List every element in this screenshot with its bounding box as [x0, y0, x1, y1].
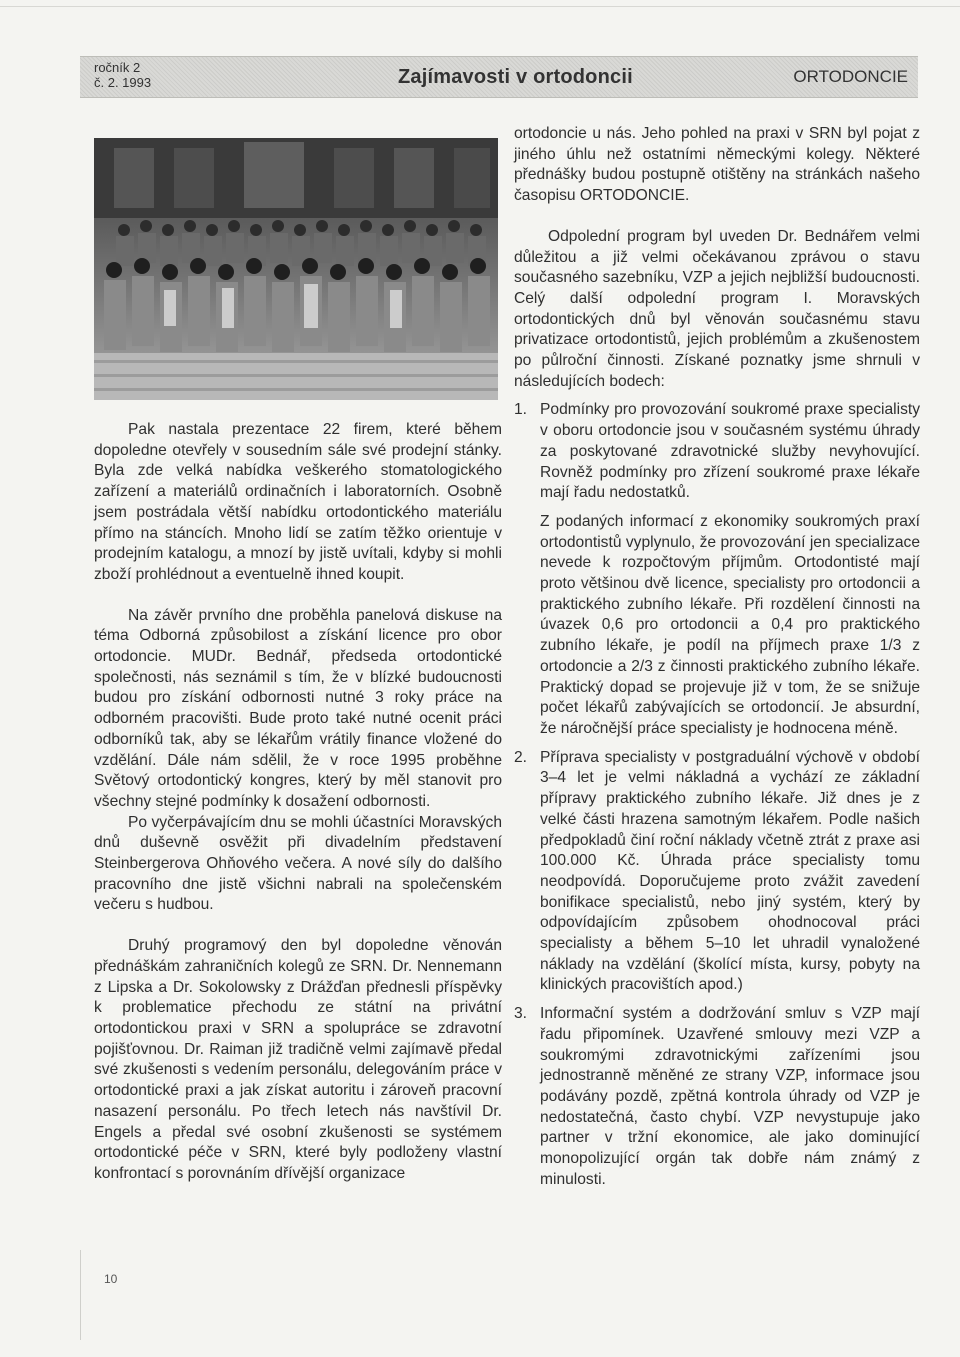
top-rule: [0, 6, 960, 7]
right-paragraph-2: Odpolední program byl uveden Dr. Bednářem velmi důležitou a již velmi očekávanou zprávou o stavu současného sazebníku, VZP a jejich nejbližší budoucnosti. Celý další odpolední program I. Moravských ortodontických dnů byl věnován současnému stavu privatizace ortodontistů, jejich problémům a zkušenostem po půlroční činnosti. Získané poznatky jsme shrnuli v následujících bodech:: [514, 227, 920, 390]
list-item: [514, 748, 920, 996]
left-paragraph-4: Druhý programový den byl dopoledne věnován přednáškám zahraničních kolegů ze SRN. Dr. Nennemann z Lipska a Dr. Sokolowsky z Drážďan přednesli příspěvky k problematice přechodu ze státní na privátní ortodontickou praxi v SRN a spolupráce se zdravotní pojišťovnou. Dr. Raiman již tradičně velmi zajímavě předal své zkušenosti s vedením personálu, delegováním práce v ortodontické praxi a jak získat autoritu i zároveň pracovní nasazení personálu. Po třech letech nás navštívil Dr. Engels a předal své osobní zkušenosti se systémem ortodontické péče v SRN, které byly podloženy vlastní konfrontací s porovnáním dřívější organizace: [94, 937, 502, 1182]
list-item-number: 3.: [514, 1005, 528, 1023]
issue-volume: ročník 2: [94, 60, 141, 75]
left-column: [94, 420, 502, 1185]
list-item-text: Z podaných informací z ekonomiky soukromých praxí ortodontistů vyplynulo, že provozování jen specializace nevede k rozpočtovým příjmům. Ortodontisté mají proto většinou dvě licence, specialisty pro ortodoncii a praktického zubního lékaře. Při rozdělení činnosti na úvazek 0,6 pro ortodoncii a 0,4 pro praktického zubního lékaře, je podíl na příjmech praxe 1/3 z ortodoncie a 2/3 z činnosti praktického zubního lékaře. Praktický dopad se projevuje již v tom, že se snižuje počet lékařů zabývajících se ortodoncií. Je absurdní, že náročnější práce specialisty je hodnocena méně.: [540, 512, 920, 737]
list-item-number: 1.: [514, 401, 528, 419]
page-number: 10: [104, 1272, 118, 1286]
group-photo: [94, 138, 498, 400]
section-title: Zajímavosti v ortodoncii: [398, 66, 633, 88]
issue-info: [94, 60, 151, 90]
list-item-number: 2.: [514, 748, 528, 766]
group-photo-icon: [94, 138, 498, 400]
page-header: [80, 56, 918, 98]
right-column: [514, 124, 920, 1190]
left-paragraph-3: Po vyčerpávajícím dnu se mohli účastníci Moravských dnů duševně osvěžit při divadelním představení Steinbergerova Ohňového večera. A nové síly do dalšího pracovního dne jistě všichni nabrali na společenském večeru s hudbou.: [94, 813, 502, 914]
list-item-text: Podmínky pro provozování soukromé praxe specialisty v oboru ortodoncie jsou v současném systému úhrady za poskytované zdravotnické služby nevyhovující. Rovněž podmínky pro zřízení soukromé praxe lékaře mají řadu nedostatků.: [540, 401, 920, 502]
margin-rule: [80, 1250, 81, 1340]
left-paragraph-1: Pak nastala prezentace 22 firem, které během dopoledne otevřely v sousedním sále své prodejní stánky. Byla zde velká nabídka veškerého stomatologického zařízení a materiálů ordinačních i laboratorních. Osobně jsem postrádala větší nabídku ortodontického materiálu přímo na stáncích. Mnoho lidí se zatím těžko orientuje v prodejním katalogu, a mnozí by jistě uvítali, kdyby si mohli zboží prohlédnout a eventuelně ihned koupit.: [94, 421, 502, 583]
right-paragraph-1: ortodoncie u nás. Jeho pohled na praxi v SRN byl pojat z jiného úhlu než ostatními německými kolegy. Některé přednášky budou postupně otištěny na stránkách našeho časopisu ORTODONCIE.: [514, 125, 920, 205]
list-item-text: Příprava specialisty v postgraduální výchově v období 3–4 let je velmi nákladná a vychází ze základní přípravy praktického zubního lékaře. Již dnes je z velké části hrazena samotným lékařem. Podle našich předpokladů činí roční náklady včetně ztrát z praxe asi 100.000 Kč. Úhrada práce specialisty tomu neodpovídá. Doporučujeme proto zvážit zavedení bonifikace specialistů, nebo jiný systém, který by odpovídajícím způsobem ohodnocoval práci specialisty a během 5–10 let uhradil vynaložené náklady na vzdělání (školící místa, kursy, pobyty na klinických pracovištích apod.): [540, 748, 920, 994]
issue-number: č. 2. 1993: [94, 75, 152, 90]
left-paragraph-2: Na závěr prvního dne proběhla panelová diskuse na téma Odborná způsobilost a získání licence pro obor ortodoncie. MUDr. Bednář, předseda ortodontické společnosti, nás seznámil s tím, že v blízké budoucnosti budou pro získání odbornosti nutné 3 roky práce na odborném pracovišti. Bude proto také nutné ocenit práci odborníků tak, aby se lékařům vrátily finance vložené do vzdělání. Dále nám sdělil, že v roce 1995 proběhne Světový ortodontický kongres, který by měl stanovit pro všechny stejné podmínky k dosažení odbornosti.: [94, 606, 502, 810]
list-item: [514, 400, 920, 739]
list-item-text: Informační systém a dodržování smluv s VZP mají řadu připomínek. Uzavřené smlouvy mezi VZP a soukromými zdravotnickými zařízeními jsou jednostranně měněné ze strany VZP, informace jsou podávány pozdě, zpětná kontrola úhrady od VZP je nedostatečná, často chybí. VZP nevystupuje jako partner v tržní ekonomice, ale jako dominující monopolizující orgán tak dobře nám známý z minulosti.: [540, 1005, 920, 1188]
list-item: [514, 1004, 920, 1190]
journal-name: ORTODONCIE: [793, 67, 908, 86]
